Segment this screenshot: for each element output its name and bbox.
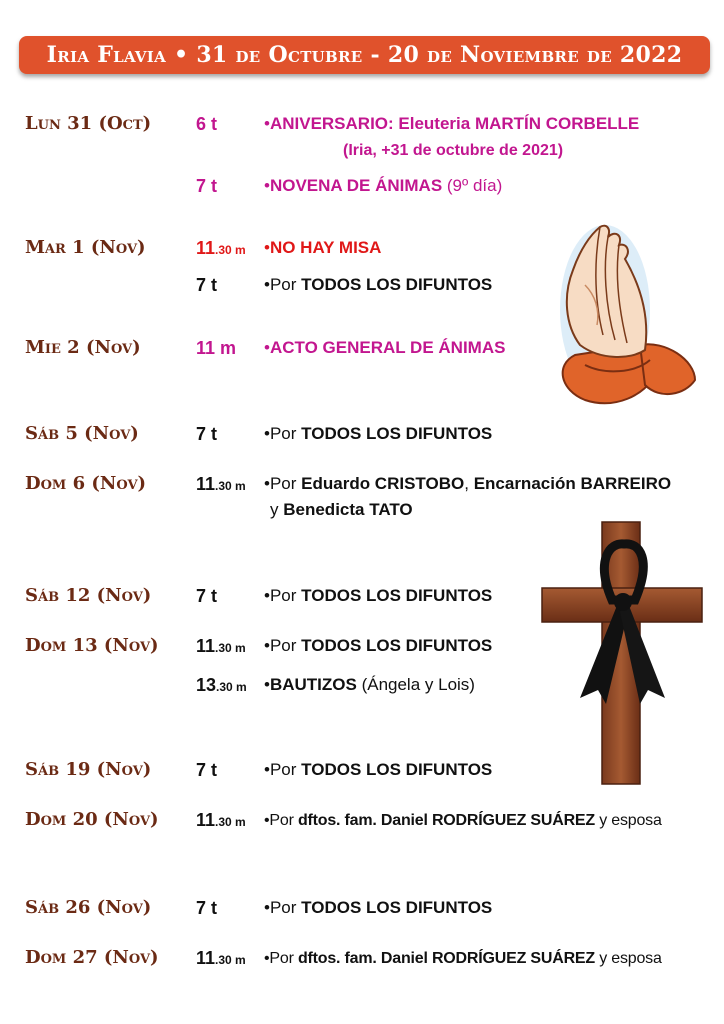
entry-sab-12-1: •Por TODOS LOS DIFUNTOS (264, 586, 493, 605)
entry-dom-13-2: •BAUTIZOS (Ángela y Lois) (264, 675, 475, 694)
entry-dom-20-1: •Por dftos. fam. Daniel RODRÍGUEZ SUÁREZ y esposa (264, 812, 662, 829)
day-label-dom-27: Dom 27 (Nov) (25, 947, 159, 968)
time-dom-20-1: 11.30 m (196, 810, 246, 830)
entry-dom-27-1: •Por dftos. fam. Daniel RODRÍGUEZ SUÁREZ y esposa (264, 950, 662, 967)
day-label-dom-13: Dom 13 (Nov) (25, 635, 159, 656)
day-label-sab-12: Sáb 12 (Nov) (25, 585, 152, 606)
time-dom-13-1: 11.30 m (196, 636, 246, 656)
day-label-lun-31: Lun 31 (Oct) (25, 113, 152, 134)
entry-lun-31-2: •NOVENA DE ÁNIMAS (9º día) (264, 176, 503, 195)
time-dom-27-1: 11.30 m (196, 948, 246, 968)
day-label-sab-5: Sáb 5 (Nov) (25, 423, 139, 444)
day-label-sab-19: Sáb 19 (Nov) (25, 759, 152, 780)
entry-sab-26-1: •Por TODOS LOS DIFUNTOS (264, 898, 493, 917)
time-sab-12-1: 7 t (196, 586, 218, 606)
time-sab-26-1: 7 t (196, 898, 218, 918)
day-label-mie-2: Mie 2 (Nov) (25, 337, 141, 358)
entry-dom-13-1: •Por TODOS LOS DIFUNTOS (264, 636, 493, 655)
page-title: Iria Flavia • 31 de Octubre - 20 de Noviembre de 2022 (46, 42, 683, 68)
day-label-sab-26: Sáb 26 (Nov) (25, 897, 152, 918)
entry-mar-1-1: •NO HAY MISA (264, 238, 382, 257)
entry-mar-1-2: •Por TODOS LOS DIFUNTOS (264, 275, 493, 294)
entry-sab-19-1: •Por TODOS LOS DIFUNTOS (264, 760, 493, 779)
entry-dom-6-1-cont: y Benedicta TATO (270, 500, 413, 519)
time-mar-1-2: 7 t (196, 275, 218, 295)
praying-hands-icon (545, 215, 700, 410)
time-lun-31-1: 6 t (196, 114, 218, 134)
time-mar-1-1: 11.30 m (196, 238, 246, 258)
time-sab-19-1: 7 t (196, 760, 218, 780)
time-mie-2-1: 11 m (196, 338, 237, 358)
cross-with-mourning-ribbon-icon (540, 520, 705, 785)
time-sab-5-1: 7 t (196, 424, 218, 444)
day-label-dom-20: Dom 20 (Nov) (25, 809, 159, 830)
entry-dom-6-1: •Por Eduardo CRISTOBO, Encarnación BARREIRO (264, 474, 672, 493)
entry-lun-31-1: •ANIVERSARIO: Eleuteria MARTÍN CORBELLE (264, 114, 640, 133)
day-label-mar-1: Mar 1 (Nov) (25, 237, 146, 258)
time-dom-6-1: 11.30 m (196, 474, 246, 494)
entry-sab-5-1: •Por TODOS LOS DIFUNTOS (264, 424, 493, 443)
entry-lun-31-1-sub: (Iria, +31 de octubre de 2021) (343, 142, 564, 159)
header-banner (19, 36, 710, 74)
time-dom-13-2: 13.30 m (196, 675, 247, 695)
day-label-dom-6: Dom 6 (Nov) (25, 473, 147, 494)
entry-mie-2-1: •ACTO GENERAL DE ÁNIMAS (264, 338, 506, 357)
time-lun-31-2: 7 t (196, 176, 218, 196)
